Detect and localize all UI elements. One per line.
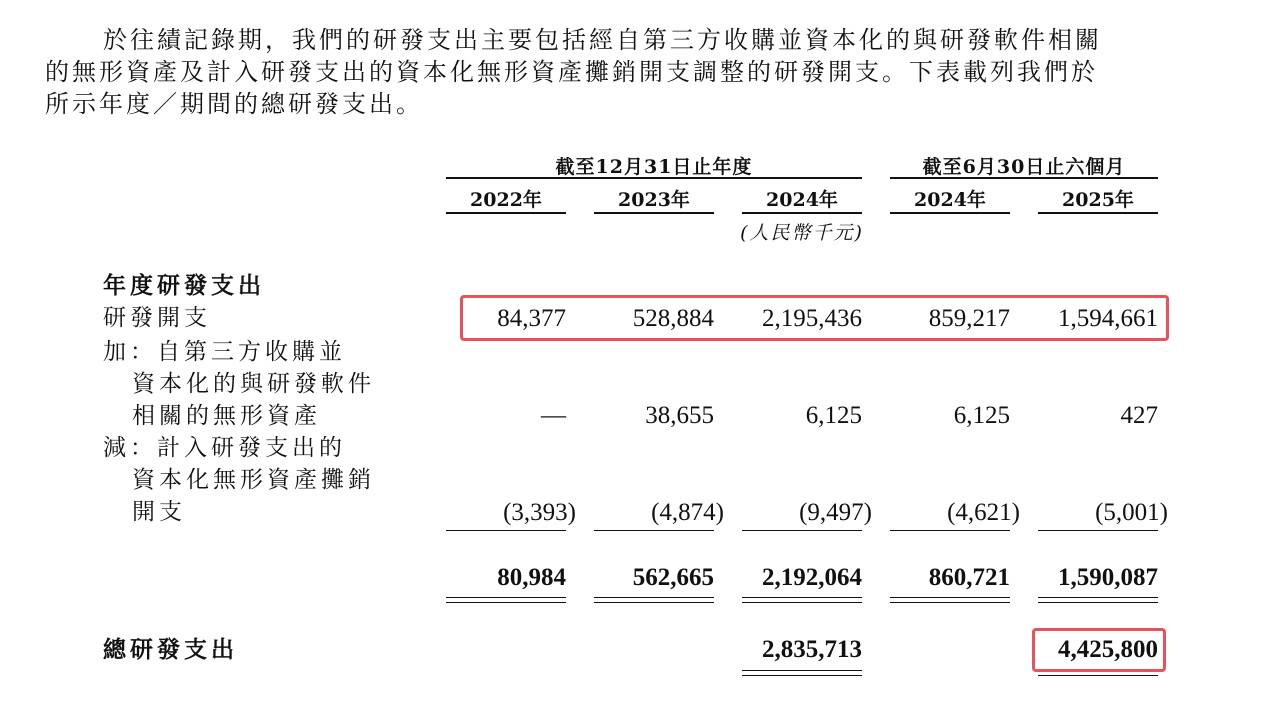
less-underline-2024	[742, 530, 862, 531]
subtotal-2024: 2,192,064	[762, 564, 862, 591]
intro-paragraph	[45, 24, 1245, 120]
column-rule-2024	[742, 212, 862, 214]
column-rule-2022	[446, 212, 566, 214]
header-year-end-rule	[446, 177, 862, 179]
subtotal-double-underline-2024-h1	[890, 597, 1010, 603]
section-title: 年度研發支出	[103, 272, 265, 299]
paragraph-line-3: 所示年度／期間的總研發支出。	[45, 90, 423, 118]
row-label-add-line-3: 相關的無形資產	[132, 403, 321, 429]
subtotal-double-underline-2023	[594, 597, 714, 603]
less-2022: (3,393)	[503, 499, 576, 526]
rd-expense-2023: 528,884	[632, 305, 714, 332]
row-label-add-line-1: 加：自第三方收購並	[103, 339, 346, 365]
add-2025-h1: 427	[1120, 402, 1158, 429]
column-header-2023: 2023年	[618, 189, 690, 211]
row-label-rd-expense: 研發開支	[103, 305, 211, 331]
row-label-add-line-2: 資本化的與研發軟件	[132, 371, 375, 397]
rd-expense-2024: 2,195,436	[762, 305, 862, 332]
subtotal-double-underline-2025-h1	[1038, 597, 1158, 603]
subtotal-2023: 562,665	[632, 564, 714, 591]
row-label-total: 總研發支出	[103, 636, 238, 663]
add-2024: 6,125	[805, 402, 862, 429]
column-header-2024: 2024年	[766, 189, 838, 211]
column-rule-2023	[594, 212, 714, 214]
total-2025-h1: 4,425,800	[1058, 636, 1158, 663]
less-2024-h1: (4,621)	[947, 499, 1020, 526]
header-year-end: 截至12月31日止年度	[555, 156, 753, 178]
row-label-less-line-3: 開支	[132, 499, 186, 525]
less-underline-2024-h1	[890, 530, 1010, 531]
subtotal-2025-h1: 1,590,087	[1058, 564, 1158, 591]
highlight-box-rd-expense	[460, 295, 1169, 341]
total-2022-2024: 2,835,713	[762, 636, 862, 663]
subtotal-double-underline-2022	[446, 597, 566, 603]
paragraph-line-1: 於往績記錄期，我們的研發支出主要包括經自第三方收購並資本化的與研發軟件相關	[103, 26, 1102, 54]
row-label-less-line-2: 資本化無形資產攤銷	[132, 467, 375, 493]
row-label-less-line-1: 減：計入研發支出的	[103, 435, 346, 461]
add-2024-h1: 6,125	[953, 402, 1010, 429]
rd-expense-2022: 84,377	[497, 305, 566, 332]
header-six-months: 截至6月30日止六個月	[922, 156, 1126, 178]
less-2025-h1: (5,001)	[1095, 499, 1168, 526]
paragraph-line-2: 的無形資產及計入研發支出的資本化無形資產攤銷開支調整的研發開支。下表載列我們於	[45, 58, 1098, 86]
less-2023: (4,874)	[651, 499, 724, 526]
add-2023: 38,655	[645, 402, 714, 429]
highlight-box-total-2025	[1032, 628, 1166, 672]
add-2022: —	[541, 402, 566, 429]
less-2024: (9,497)	[799, 499, 872, 526]
header-six-months-rule	[890, 177, 1158, 179]
column-header-2025-h1: 2025年	[1062, 189, 1134, 211]
subtotal-2022: 80,984	[497, 564, 566, 591]
subtotal-2024-h1: 860,721	[928, 564, 1010, 591]
less-underline-2023	[594, 530, 714, 531]
less-underline-2025-h1	[1038, 530, 1158, 531]
column-header-2024-h1: 2024年	[914, 189, 986, 211]
column-rule-2025-h1	[1038, 212, 1158, 214]
rd-expense-2024-h1: 859,217	[928, 305, 1010, 332]
rd-expense-2025-h1: 1,594,661	[1058, 305, 1158, 332]
subtotal-double-underline-2024	[742, 597, 862, 603]
unit-label: (人民幣千元)	[740, 222, 864, 244]
column-rule-2024-h1	[890, 212, 1010, 214]
less-underline-2022	[446, 530, 566, 531]
column-header-2022: 2022年	[470, 189, 542, 211]
total-double-underline-2024	[742, 670, 862, 676]
